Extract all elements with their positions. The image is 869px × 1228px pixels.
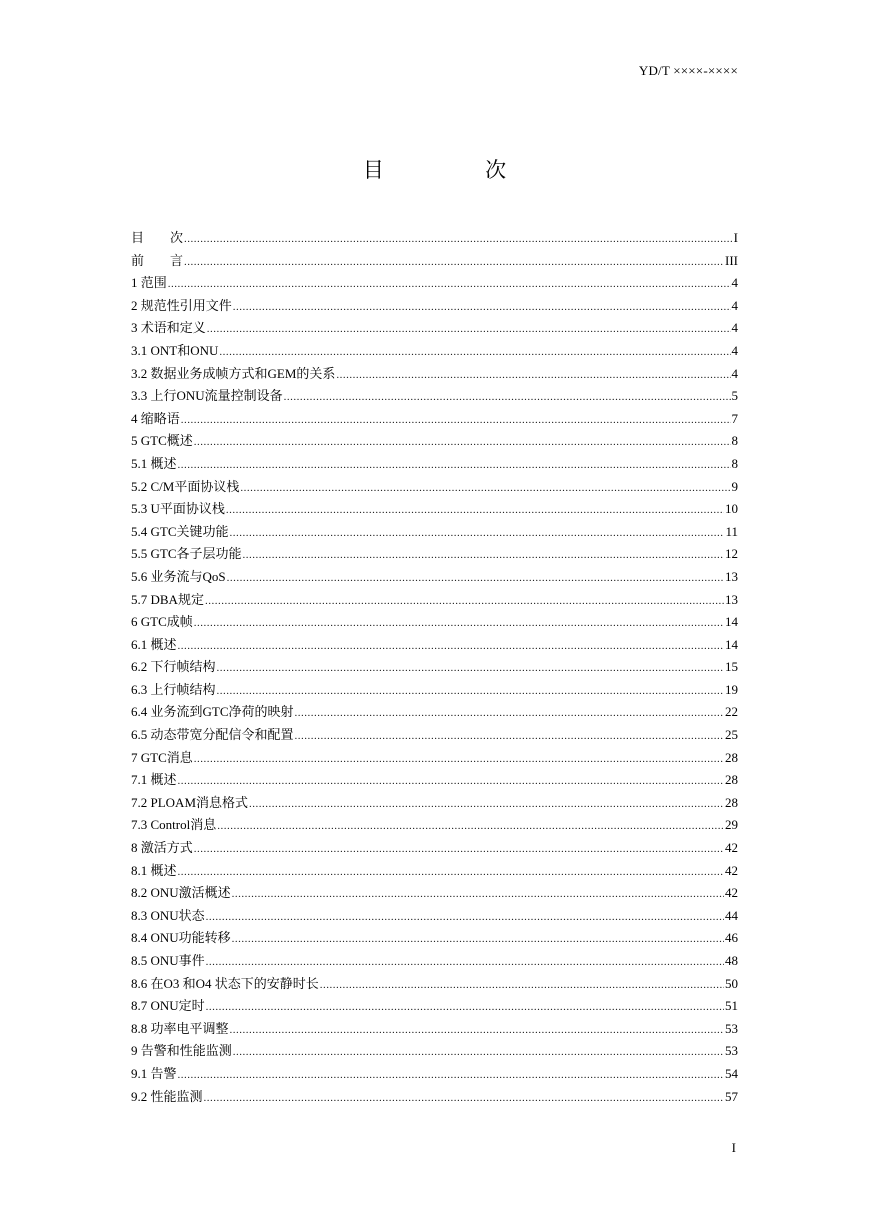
toc-entry-page: 4 [731,297,738,313]
toc-entry-page: 5 [731,388,738,404]
toc-entry-page: 12 [725,546,738,562]
toc-entry-label: 8.3 ONU状态 [131,907,205,923]
toc-entry-label: 2 规范性引用文件 [131,297,232,313]
toc-entry[interactable] [131,701,738,724]
toc-leader-dots [249,793,724,816]
toc-entry[interactable] [131,476,738,499]
toc-entry[interactable] [131,521,738,544]
toc-entry[interactable] [131,430,738,453]
toc-entry-label: 7 GTC消息 [131,749,193,765]
toc-entry-label: 3.3 上行ONU流量控制设备 [131,388,283,404]
toc-entry-page: 51 [725,998,738,1014]
toc-entry-label: 1 范围 [131,275,167,291]
toc-leader-dots [320,974,724,997]
toc-entry[interactable] [131,1086,738,1109]
toc-entry-page: 44 [725,907,738,923]
toc-leader-dots [217,680,724,703]
toc-leader-dots [205,590,724,613]
toc-entry[interactable] [131,950,738,973]
toc-entry-page: 46 [725,930,738,946]
toc-leader-dots [184,251,724,274]
toc-entry-page: 42 [725,862,738,878]
toc-entry-label: 8.1 概述 [131,862,177,878]
toc-entry-page: I [733,230,738,245]
page-number: I [731,1140,736,1155]
toc-leader-dots [226,499,724,522]
toc-leader-dots [295,702,724,725]
toc-leader-dots [219,341,730,364]
toc-entry-label: 4 缩略语 [131,410,180,426]
toc-entry-label: 9.1 告警 [131,1065,177,1081]
toc-entry-label: 3.2 数据业务成帧方式和GEM的关系 [131,365,336,381]
toc-entry-label: 5 GTC概述 [131,433,193,449]
toc-entry-page: 50 [725,975,738,991]
toc-entry-label: 7.2 PLOAM消息格式 [131,794,249,810]
toc-leader-dots [178,454,731,477]
toc-leader-dots [194,612,724,635]
toc-entry[interactable] [131,747,738,770]
toc-leader-dots [227,567,724,590]
toc-entry-page: 15 [725,659,738,675]
toc-leader-dots [194,838,724,861]
toc-entry[interactable] [131,1040,738,1063]
toc-leader-dots [178,770,724,793]
toc-entry-page: 13 [725,568,738,584]
toc-entry-label: 3 术语和定义 [131,320,206,336]
toc-entry[interactable] [131,792,738,815]
toc-entry-page: 9 [731,478,738,494]
toc-leader-dots [233,1041,724,1064]
toc-entry-page: 8 [731,433,738,449]
toc-entry[interactable] [131,272,738,295]
toc-entry-label: 6 GTC成帧 [131,614,193,630]
toc-entry-label: 6.2 下行帧结构 [131,659,216,675]
toc-entry-page: 4 [731,320,738,336]
toc-entry[interactable] [131,882,738,905]
toc-entry[interactable] [131,340,738,363]
toc-entry-label: 6.5 动态带宽分配信令和配置 [131,727,294,743]
toc-leader-dots [206,906,724,929]
toc-entry[interactable] [131,317,738,340]
toc-entry[interactable] [131,656,738,679]
toc-entry[interactable] [131,453,738,476]
toc-entry[interactable] [131,363,738,386]
toc-entry-label: 5.3 U平面协议栈 [131,501,225,517]
toc-entry-page: 25 [725,727,738,743]
toc-entry-label: 8.7 ONU定时 [131,998,205,1014]
toc-entry-label: 8.5 ONU事件 [131,953,205,968]
toc-leader-dots [232,883,724,906]
toc-entry[interactable] [131,227,738,250]
toc-entry[interactable] [131,679,738,702]
toc-entry[interactable] [131,995,738,1018]
toc-leader-dots [204,1087,724,1110]
toc-entry[interactable] [131,724,738,747]
toc-leader-dots [240,477,730,500]
toc-entry-label: 8.4 ONU功能转移 [131,930,231,946]
toc-entry-label: 9 告警和性能监测 [131,1043,232,1059]
toc-leader-dots [230,522,725,545]
toc-leader-dots [168,273,731,296]
toc-entry-label: 前 言 [131,252,184,268]
toc-entry[interactable] [131,814,738,837]
toc-entry[interactable] [131,1018,738,1041]
toc-entry-page: 14 [725,614,738,630]
toc-entry-label: 5.7 DBA规定 [131,591,204,607]
toc-entry-label: 5.5 GTC各子层功能 [131,546,242,562]
toc-entry-page: 42 [725,840,738,856]
toc-entry[interactable] [131,385,738,408]
toc-entry-page: 57 [725,1088,738,1104]
toc-entry[interactable] [131,589,738,612]
toc-entry-page: 4 [731,275,738,291]
toc-entry-label: 8 激活方式 [131,840,193,856]
toc-leader-dots [243,544,724,567]
toc-entry-page: 28 [725,749,738,765]
toc-entry[interactable] [131,566,738,589]
toc-leader-dots [206,951,724,974]
document-code-header: YD/T ××××-×××× [638,63,738,78]
toc-entry-label: 5.4 GTC关键功能 [131,523,229,539]
toc-leader-dots [230,1019,724,1042]
toc-entry-page: 53 [725,1043,738,1059]
toc-entry-label: 目 次 [131,230,184,245]
toc-leader-dots [284,386,731,409]
toc-leader-dots [232,928,724,951]
toc-entry[interactable] [131,611,738,634]
toc-entry-page: 7 [731,410,738,426]
toc-entry-page: 8 [731,455,738,471]
toc-leader-dots [217,657,724,680]
toc-leader-dots [295,725,724,748]
toc-entry-page: 28 [725,772,738,788]
toc-entry[interactable] [131,860,738,883]
page-title: 目 次 [362,158,555,182]
toc-entry-label: 6.1 概述 [131,636,177,652]
toc-entry-page: 11 [725,523,738,539]
toc-entry-label: 6.4 业务流到GTC净荷的映射 [131,704,294,720]
toc-leader-dots [207,318,731,341]
toc-entry[interactable] [131,634,738,657]
toc-entry-label: 5.2 C/M平面协议栈 [131,478,240,494]
toc-entry-page: 48 [725,953,738,968]
toc-entry-page: 22 [725,704,738,720]
toc-entry-label: 5.1 概述 [131,455,177,471]
toc-leader-dots [233,296,731,319]
toc-entry[interactable] [131,498,738,521]
toc-entry-label: 8.8 功率电平调整 [131,1020,229,1036]
toc-entry-label: 7.3 Control消息 [131,817,217,833]
toc-entry-page: III [725,252,738,268]
toc-leader-dots [178,861,724,884]
toc-entry-page: 53 [725,1020,738,1036]
toc-leader-dots [217,815,724,838]
toc-entry-page: 10 [725,501,738,517]
toc-entry-label: 5.6 业务流与QoS [131,568,226,584]
toc-entry[interactable] [131,295,738,318]
toc-leader-dots [194,748,724,771]
toc-entry-label: 8.6 在O3 和O4 状态下的安静时长 [131,975,319,991]
toc-leader-dots [181,409,731,432]
toc-leader-dots [178,1064,724,1087]
toc-entry-label: 8.2 ONU激活概述 [131,885,231,901]
toc-entry-page: 29 [725,817,738,833]
toc-entry-page: 4 [731,365,738,381]
toc-leader-dots [194,431,731,454]
toc-entry-label: 3.1 ONT和ONU [131,342,219,358]
toc-leader-dots [336,364,730,387]
toc-leader-dots [184,228,733,251]
toc-entry-page: 42 [725,885,738,901]
toc-entry-page: 19 [725,681,738,697]
toc-leader-dots [178,635,724,658]
toc-entry-label: 7.1 概述 [131,772,177,788]
toc-entry[interactable] [131,250,738,273]
toc-entry[interactable] [131,837,738,860]
toc-entry[interactable] [131,927,738,950]
toc-leader-dots [206,996,724,1019]
toc-entry[interactable] [131,543,738,566]
toc-entry-page: 13 [725,591,738,607]
toc-entry[interactable] [131,408,738,431]
toc-entry[interactable] [131,769,738,792]
toc-entry-page: 28 [725,794,738,810]
toc-entry[interactable] [131,973,738,996]
toc-entry-label: 6.3 上行帧结构 [131,681,216,697]
toc-entry[interactable] [131,905,738,928]
toc-entry-page: 14 [725,636,738,652]
toc-entry-page: 4 [731,342,738,358]
toc-entry-label: 9.2 性能监测 [131,1088,203,1104]
toc-entry-page: 54 [725,1065,738,1081]
toc-entry[interactable] [131,1063,738,1086]
table-of-contents [131,227,738,1108]
